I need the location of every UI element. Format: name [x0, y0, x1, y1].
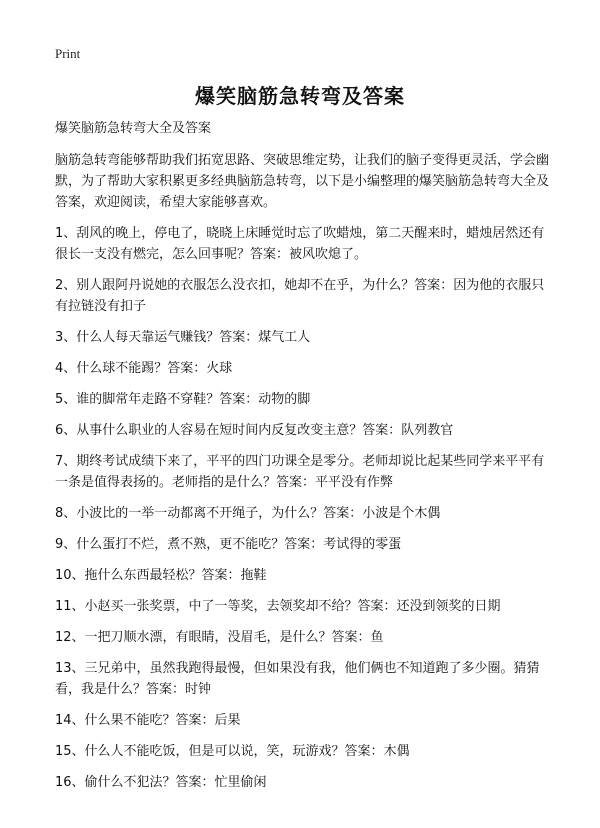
- print-link[interactable]: Print: [55, 46, 81, 61]
- riddle-item-1: 1、刮风的晚上，停电了，晓晓上床睡觉时忘了吹蜡烛，第二天醒来时，蜡烛居然还有很长一支没有燃完，怎么回事呢？答案：被风吹熄了。: [55, 226, 545, 262]
- riddle-item-12: 12、一把刀顺水漂，有眼睛，没眉毛，是什么？答案：鱼: [55, 630, 384, 645]
- riddle-item-13: 13、三兄弟中，虽然我跑得最慢，但如果没有我，他们俩也不知道跑了多少圈。猜猜看，我是什么？答案：时钟: [55, 661, 540, 697]
- riddle-item-15: 15、什么人不能吃饭，但是可以说，笑，玩游戏？答案：木偶: [55, 744, 410, 759]
- riddle-item-8: 8、小波比的一举一动都离不开绳子，为什么？答案：小波是个木偶: [55, 506, 441, 521]
- document-body: [55, 118, 555, 803]
- riddle-item-4: 4、什么球不能踢？答案：火球: [55, 361, 233, 376]
- riddle-item-9: 9、什么蛋打不烂，煮不熟，更不能吃？答案：考试得的零蛋: [55, 537, 402, 552]
- riddle-item-3: 3、什么人每天靠运气赚钱？答案：煤气工人: [55, 330, 311, 345]
- document-subtitle: 爆笑脑筋急转弯大全及答案: [55, 121, 212, 136]
- riddle-item-7: 7、期终考试成绩下来了，平平的四门功课全是零分。老师却说比起某些同学来平平有一条是值得表扬的。老师指的是什么？答案：平平没有作弊: [55, 454, 545, 490]
- riddle-item-5: 5、谁的脚常年走路不穿鞋？答案：动物的脚: [55, 392, 311, 407]
- riddle-item-6: 6、从事什么职业的人容易在短时间内反复改变主意？答案：队列教官: [55, 423, 454, 438]
- riddle-list: [55, 223, 555, 793]
- riddle-item-2: 2、别人跟阿丹说她的衣服怎么没衣扣，她却不在乎，为什么？答案：因为他的衣服只有拉链没有扣子: [55, 278, 545, 314]
- riddle-item-11: 11、小赵买一张奖票，中了一等奖，去领奖却不给？答案：还没到领奖的日期: [55, 599, 501, 614]
- riddle-item-14: 14、什么果不能吃？答案：后果: [55, 713, 241, 728]
- intro-paragraph: 脑筋急转弯能够帮助我们拓宽思路、突破思维定势，让我们的脑子变得更灵活，学会幽默，为了帮助大家积累更多经典脑筋急转弯，以下是小编整理的爆笑脑筋急转弯大全及答案，欢迎阅读，希望大家能够喜欢。: [55, 153, 550, 210]
- riddle-item-10: 10、拖什么东西最轻松？答案：拖鞋: [55, 568, 267, 583]
- document-title: 爆笑脑筋急转弯及答案: [195, 84, 405, 108]
- riddle-item-16: 16、偷什么不犯法？答案：忙里偷闲: [55, 775, 267, 790]
